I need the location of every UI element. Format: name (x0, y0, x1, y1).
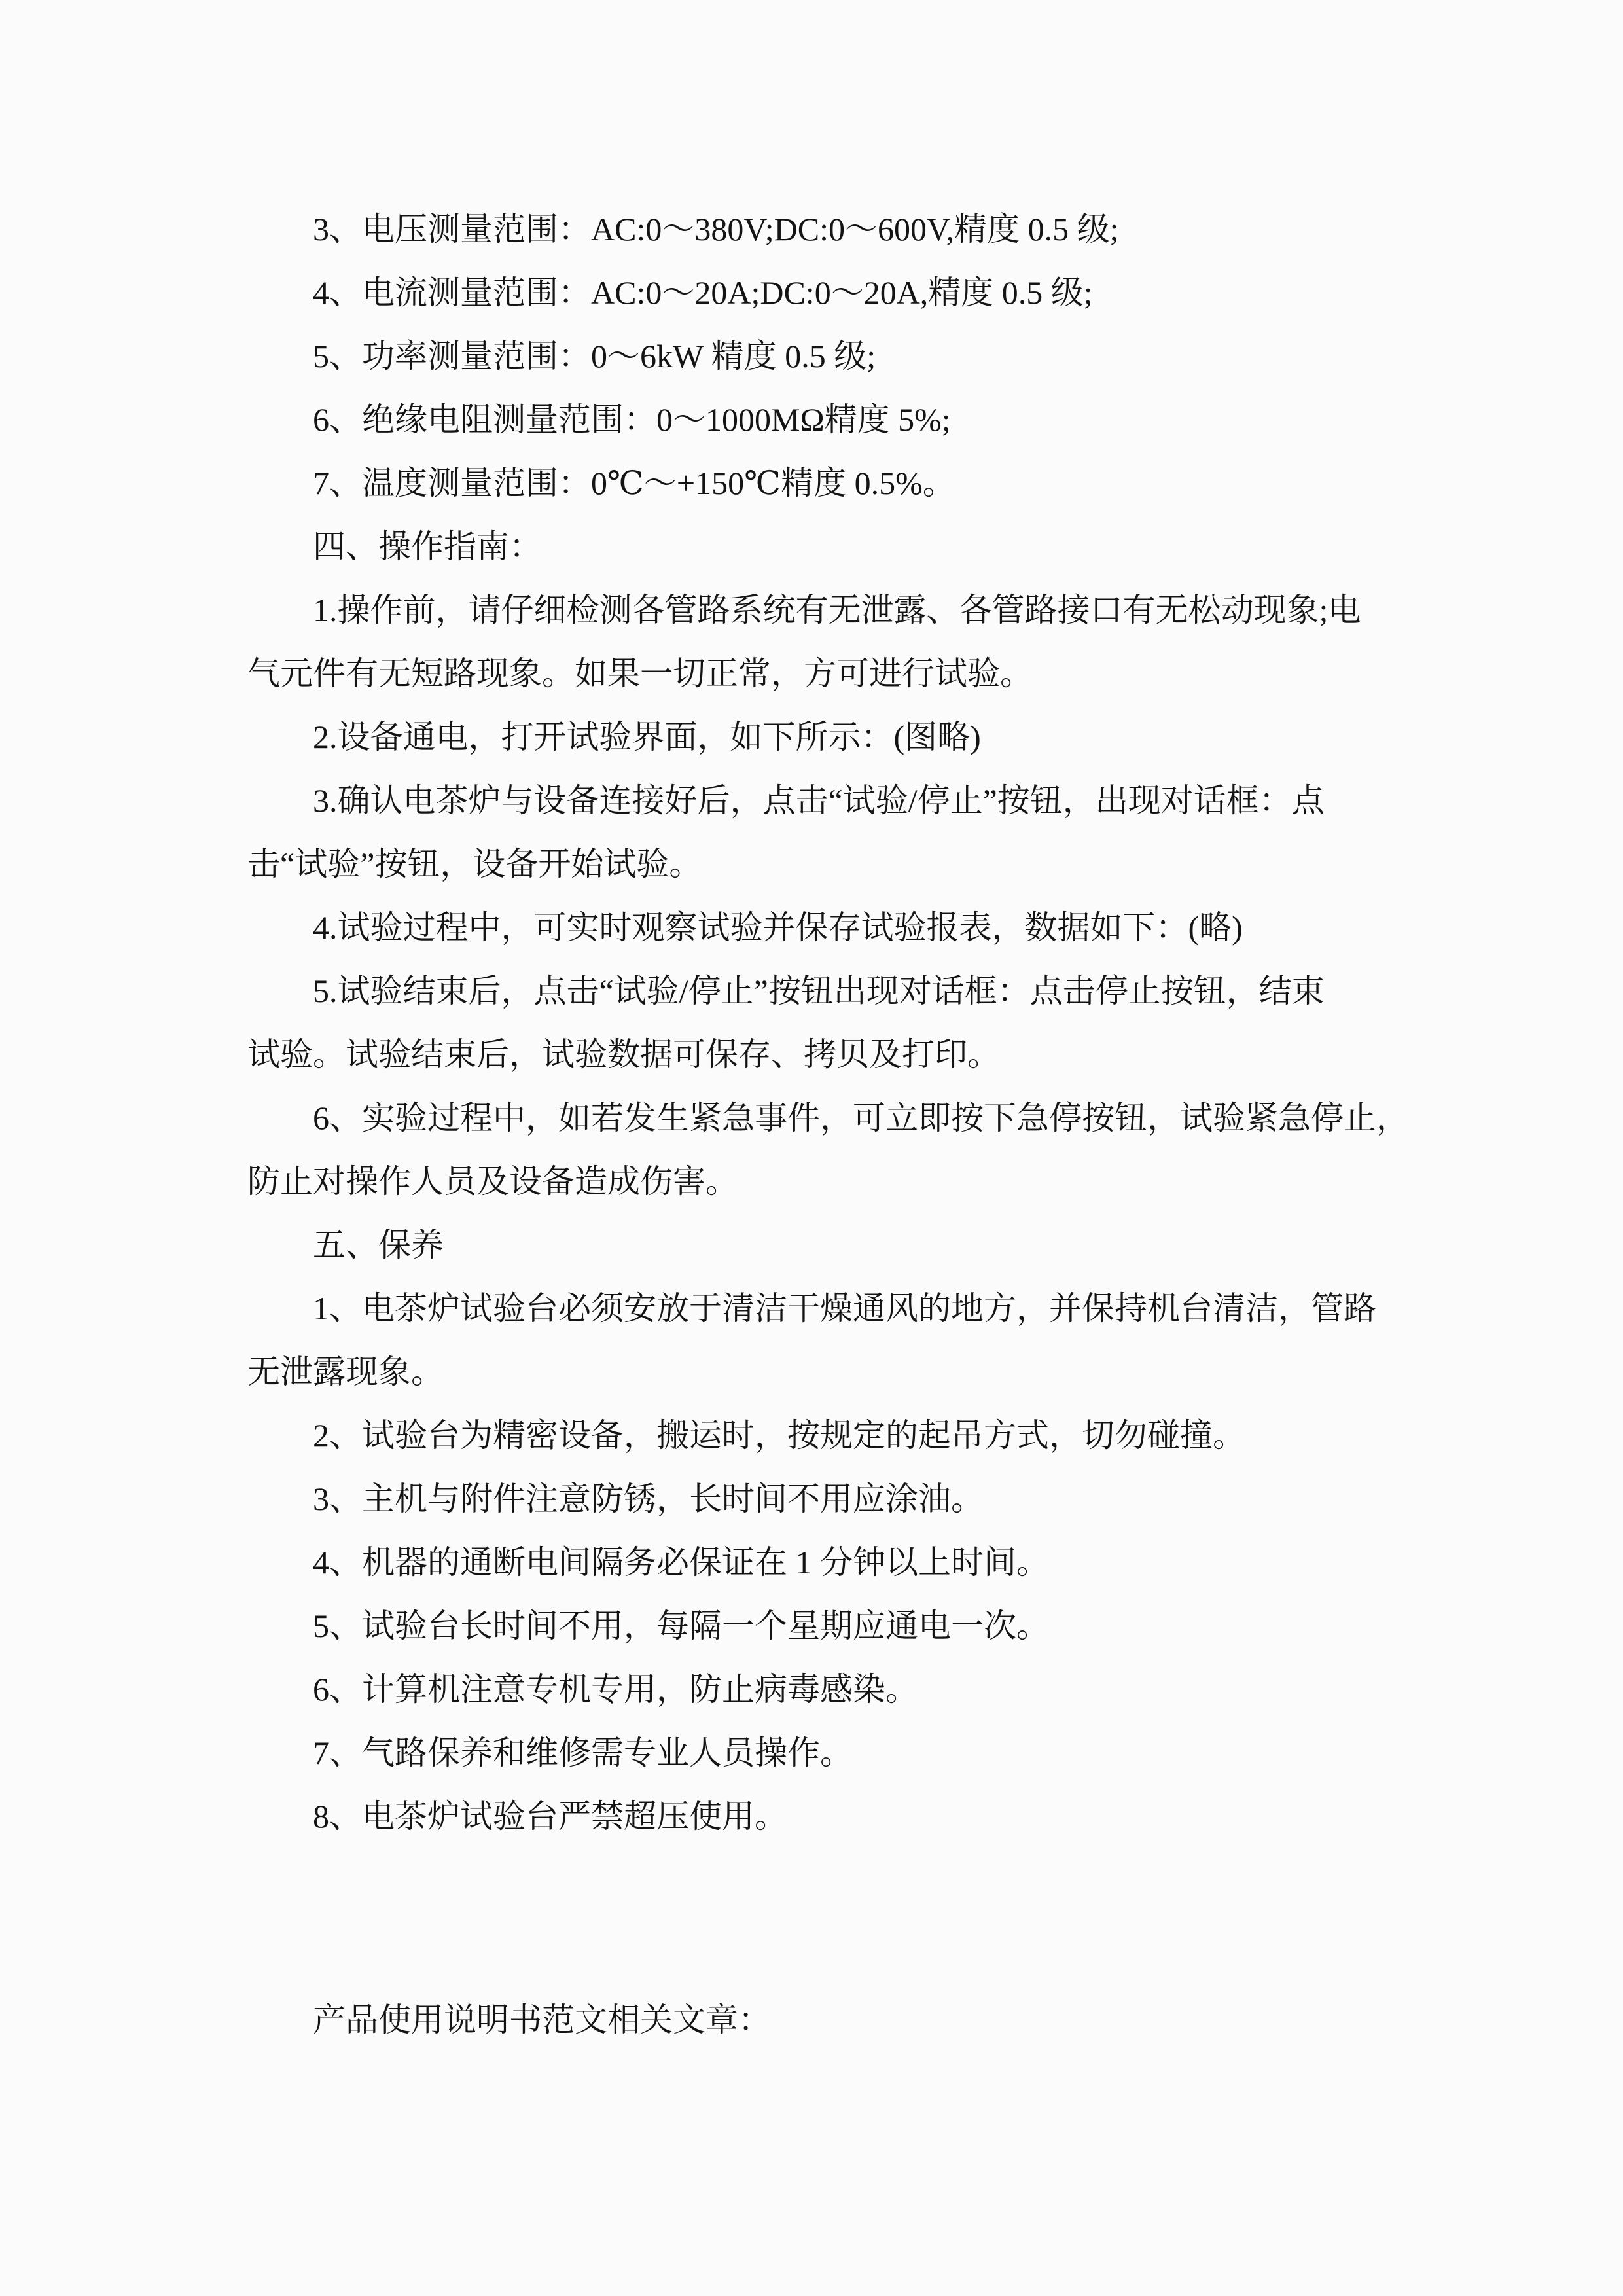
text-line: 试验。试验结束后，试验数据可保存、拷贝及打印。 (247, 1036, 1000, 1073)
text-line: 3.确认电茶炉与设备连接好后，点击“试验/停止”按钮，出现对话框：点 (313, 782, 1325, 819)
text-line: 5.试验结束后，点击“试验/停止”按钮出现对话框：点击停止按钮，结束 (313, 973, 1325, 1009)
section-heading-maintenance: 五、保养 (313, 1227, 444, 1263)
text-line: 5、功率测量范围：0～6kW 精度 0.5 级; (313, 338, 876, 374)
section-heading-operation-guide: 四、操作指南： (313, 528, 542, 565)
text-line: 8、电茶炉试验台严禁超压使用。 (313, 1798, 787, 1835)
text-line: 2.设备通电，打开试验界面，如下所示：(图略) (313, 719, 981, 755)
text-line: 防止对操作人员及设备造成伤害。 (247, 1163, 738, 1200)
text-line: 3、电压测量范围：AC:0～380V;DC:0～600V,精度 0.5 级; (313, 211, 1119, 247)
text-line: 气元件有无短路现象。如果一切正常，方可进行试验。 (247, 655, 1033, 692)
text-line: 4.试验过程中，可实时观察试验并保存试验报表，数据如下：(略) (313, 909, 1243, 946)
text-line: 无泄露现象。 (247, 1354, 444, 1390)
text-line: 5、试验台长时间不用，每隔一个星期应通电一次。 (313, 1607, 1049, 1644)
text-line: 7、温度测量范围：0℃～+150℃精度 0.5%。 (313, 465, 955, 501)
text-line: 击“试验”按钮，设备开始试验。 (247, 846, 702, 882)
text-line: 2、试验台为精密设备，搬运时，按规定的起吊方式，切勿碰撞。 (313, 1417, 1245, 1454)
text-line: 6、绝缘电阻测量范围：0～1000MΩ精度 5%; (313, 401, 951, 438)
text-line: 3、主机与附件注意防锈，长时间不用应涂油。 (313, 1480, 984, 1517)
text-line: 1、电茶炉试验台必须安放于清洁干燥通风的地方，并保持机台清洁，管路 (313, 1290, 1376, 1327)
text-line: 4、电流测量范围：AC:0～20A;DC:0～20A,精度 0.5 级; (313, 274, 1093, 311)
text-line: 6、实验过程中，如若发生紧急事件，可立即按下急停按钮，试验紧急停止， (313, 1100, 1409, 1136)
text-line: 4、机器的通断电间隔务必保证在 1 分钟以上时间。 (313, 1544, 1049, 1581)
document-text (247, 198, 1419, 2052)
related-articles-heading: 产品使用说明书范文相关文章： (313, 2001, 771, 2038)
text-line: 7、气路保养和维修需专业人员操作。 (313, 1734, 853, 1771)
text-line: 1.操作前，请仔细检测各管路系统有无泄露、各管路接口有无松动现象;电 (313, 592, 1361, 628)
blank-gap (247, 1848, 1419, 1988)
text-line: 6、计算机注意专机专用，防止病毒感染。 (313, 1671, 918, 1708)
